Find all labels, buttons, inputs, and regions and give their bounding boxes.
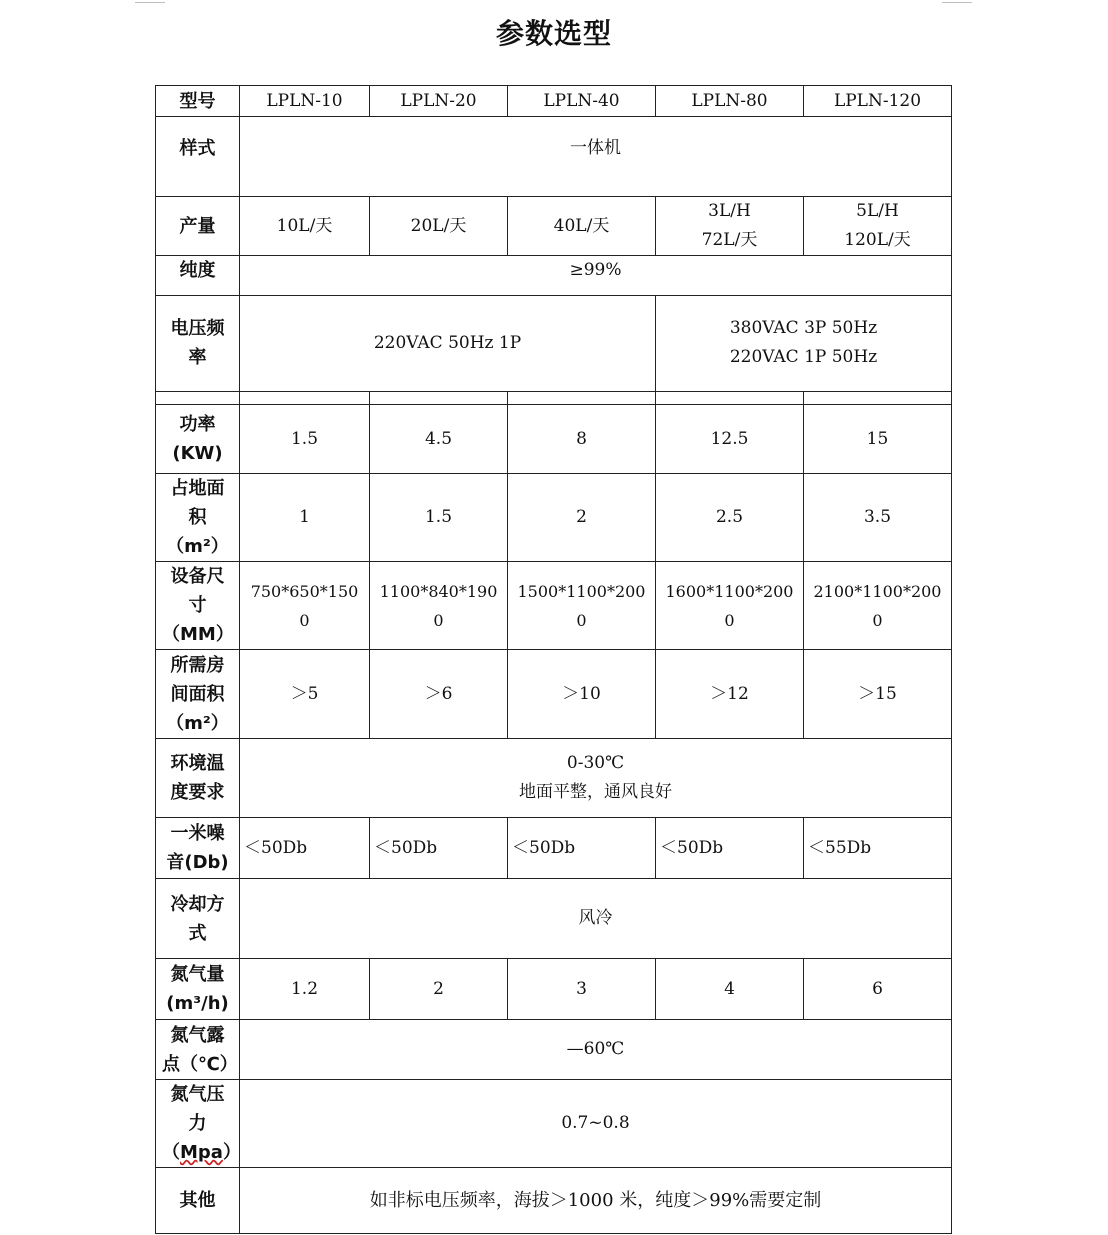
nitrogen-flow-cell: 3 (508, 959, 656, 1020)
voltage-label: 电压频 率 (156, 296, 240, 392)
page-corner-mark-left (135, 0, 165, 3)
room-area-cell: ＞5 (240, 650, 370, 739)
floor-area-label: 占地面 积（m²） (156, 474, 240, 562)
floor-area-cell: 1 (240, 474, 370, 562)
pressure-label (156, 1080, 240, 1168)
table-row-dimensions (156, 562, 952, 650)
separator-cell (656, 392, 804, 405)
separator-cell (156, 392, 240, 405)
table-row-other (156, 1168, 952, 1234)
voltage-value-large-models: 380VAC 3P 50Hz 220VAC 1P 50Hz (656, 296, 952, 392)
model-cell: LPLN-20 (370, 86, 508, 117)
environment-value: 0-30℃ 地面平整，通风良好 (240, 739, 952, 818)
table-row-style (156, 117, 952, 197)
dimensions-cell: 750*650*150 0 (240, 562, 370, 650)
table-row-cooling (156, 879, 952, 959)
output-cell: 5L/H 120L/天 (804, 197, 952, 256)
table-row-output (156, 197, 952, 256)
floor-area-cell: 2.5 (656, 474, 804, 562)
table-row-purity (156, 256, 952, 296)
cooling-value: 风冷 (240, 879, 952, 959)
room-area-cell: ＞15 (804, 650, 952, 739)
table-separator-row (156, 392, 952, 405)
table-row-pressure (156, 1080, 952, 1168)
style-value: 一体机 (240, 117, 952, 197)
noise-label: 一米噪 音(Db) (156, 818, 240, 879)
power-cell: 4.5 (370, 405, 508, 474)
purity-value: ≥99% (240, 256, 952, 296)
page-corner-mark-right (942, 0, 972, 3)
model-cell: LPLN-40 (508, 86, 656, 117)
power-cell: 15 (804, 405, 952, 474)
noise-cell: ＜50Db (508, 818, 656, 879)
dimensions-cell: 1600*1100*200 0 (656, 562, 804, 650)
dimensions-cell: 2100*1100*200 0 (804, 562, 952, 650)
floor-area-cell: 2 (508, 474, 656, 562)
nitrogen-flow-cell: 2 (370, 959, 508, 1020)
output-label: 产量 (156, 197, 240, 256)
noise-cell: ＜50Db (370, 818, 508, 879)
table-row-room-area (156, 650, 952, 739)
table-row-power (156, 405, 952, 474)
voltage-value-small-models: 220VAC 50Hz 1P (240, 296, 656, 392)
model-label: 型号 (156, 86, 240, 117)
other-value: 如非标电压频率，海拔＞1000 米，纯度＞99%需要定制 (240, 1168, 952, 1234)
room-area-cell: ＞6 (370, 650, 508, 739)
model-cell: LPLN-80 (656, 86, 804, 117)
nitrogen-flow-cell: 6 (804, 959, 952, 1020)
page-title: 参数选型 (495, 17, 612, 50)
room-area-cell: ＞10 (508, 650, 656, 739)
table-row-noise (156, 818, 952, 879)
pressure-value: 0.7~0.8 (240, 1080, 952, 1168)
separator-cell (370, 392, 508, 405)
pressure-label-text: 氮气压 力 （ (162, 1084, 225, 1163)
model-cell: LPLN-10 (240, 86, 370, 117)
room-area-label: 所需房 间面积 （m²） (156, 650, 240, 739)
style-label: 样式 (156, 117, 240, 197)
pressure-label-close: ） (222, 1142, 241, 1163)
dew-point-value: —60℃ (240, 1020, 952, 1080)
output-cell: 10L/天 (240, 197, 370, 256)
dimensions-cell: 1100*840*190 0 (370, 562, 508, 650)
output-cell: 3L/H 72L/天 (656, 197, 804, 256)
noise-cell: ＜50Db (240, 818, 370, 879)
table-row-floor-area (156, 474, 952, 562)
floor-area-cell: 1.5 (370, 474, 508, 562)
floor-area-cell: 3.5 (804, 474, 952, 562)
cooling-label: 冷却方 式 (156, 879, 240, 959)
power-cell: 12.5 (656, 405, 804, 474)
table-row-dew-point (156, 1020, 952, 1080)
nitrogen-flow-cell: 1.2 (240, 959, 370, 1020)
output-cell: 40L/天 (508, 197, 656, 256)
room-area-cell: ＞12 (656, 650, 804, 739)
table-row-nitrogen-flow (156, 959, 952, 1020)
power-cell: 1.5 (240, 405, 370, 474)
environment-label: 环境温 度要求 (156, 739, 240, 818)
spec-table (155, 85, 952, 1234)
separator-cell (804, 392, 952, 405)
dimensions-cell: 1500*1100*200 0 (508, 562, 656, 650)
noise-cell: ＜50Db (656, 818, 804, 879)
table-row-environment (156, 739, 952, 818)
output-cell: 20L/天 (370, 197, 508, 256)
dimensions-label: 设备尺 寸（MM） (156, 562, 240, 650)
noise-cell: ＜55Db (804, 818, 952, 879)
nitrogen-flow-cell: 4 (656, 959, 804, 1020)
model-cell: LPLN-120 (804, 86, 952, 117)
power-cell: 8 (508, 405, 656, 474)
separator-cell (508, 392, 656, 405)
nitrogen-flow-label: 氮气量 (m³/h) (156, 959, 240, 1020)
power-label: 功率 (KW) (156, 405, 240, 474)
table-row-model (156, 86, 952, 117)
table-row-voltage (156, 296, 952, 392)
other-label: 其他 (156, 1168, 240, 1234)
purity-label: 纯度 (156, 256, 240, 296)
separator-cell (240, 392, 370, 405)
dew-point-label: 氮气露 点（℃） (156, 1020, 240, 1080)
pressure-unit: Mpa (180, 1142, 223, 1163)
